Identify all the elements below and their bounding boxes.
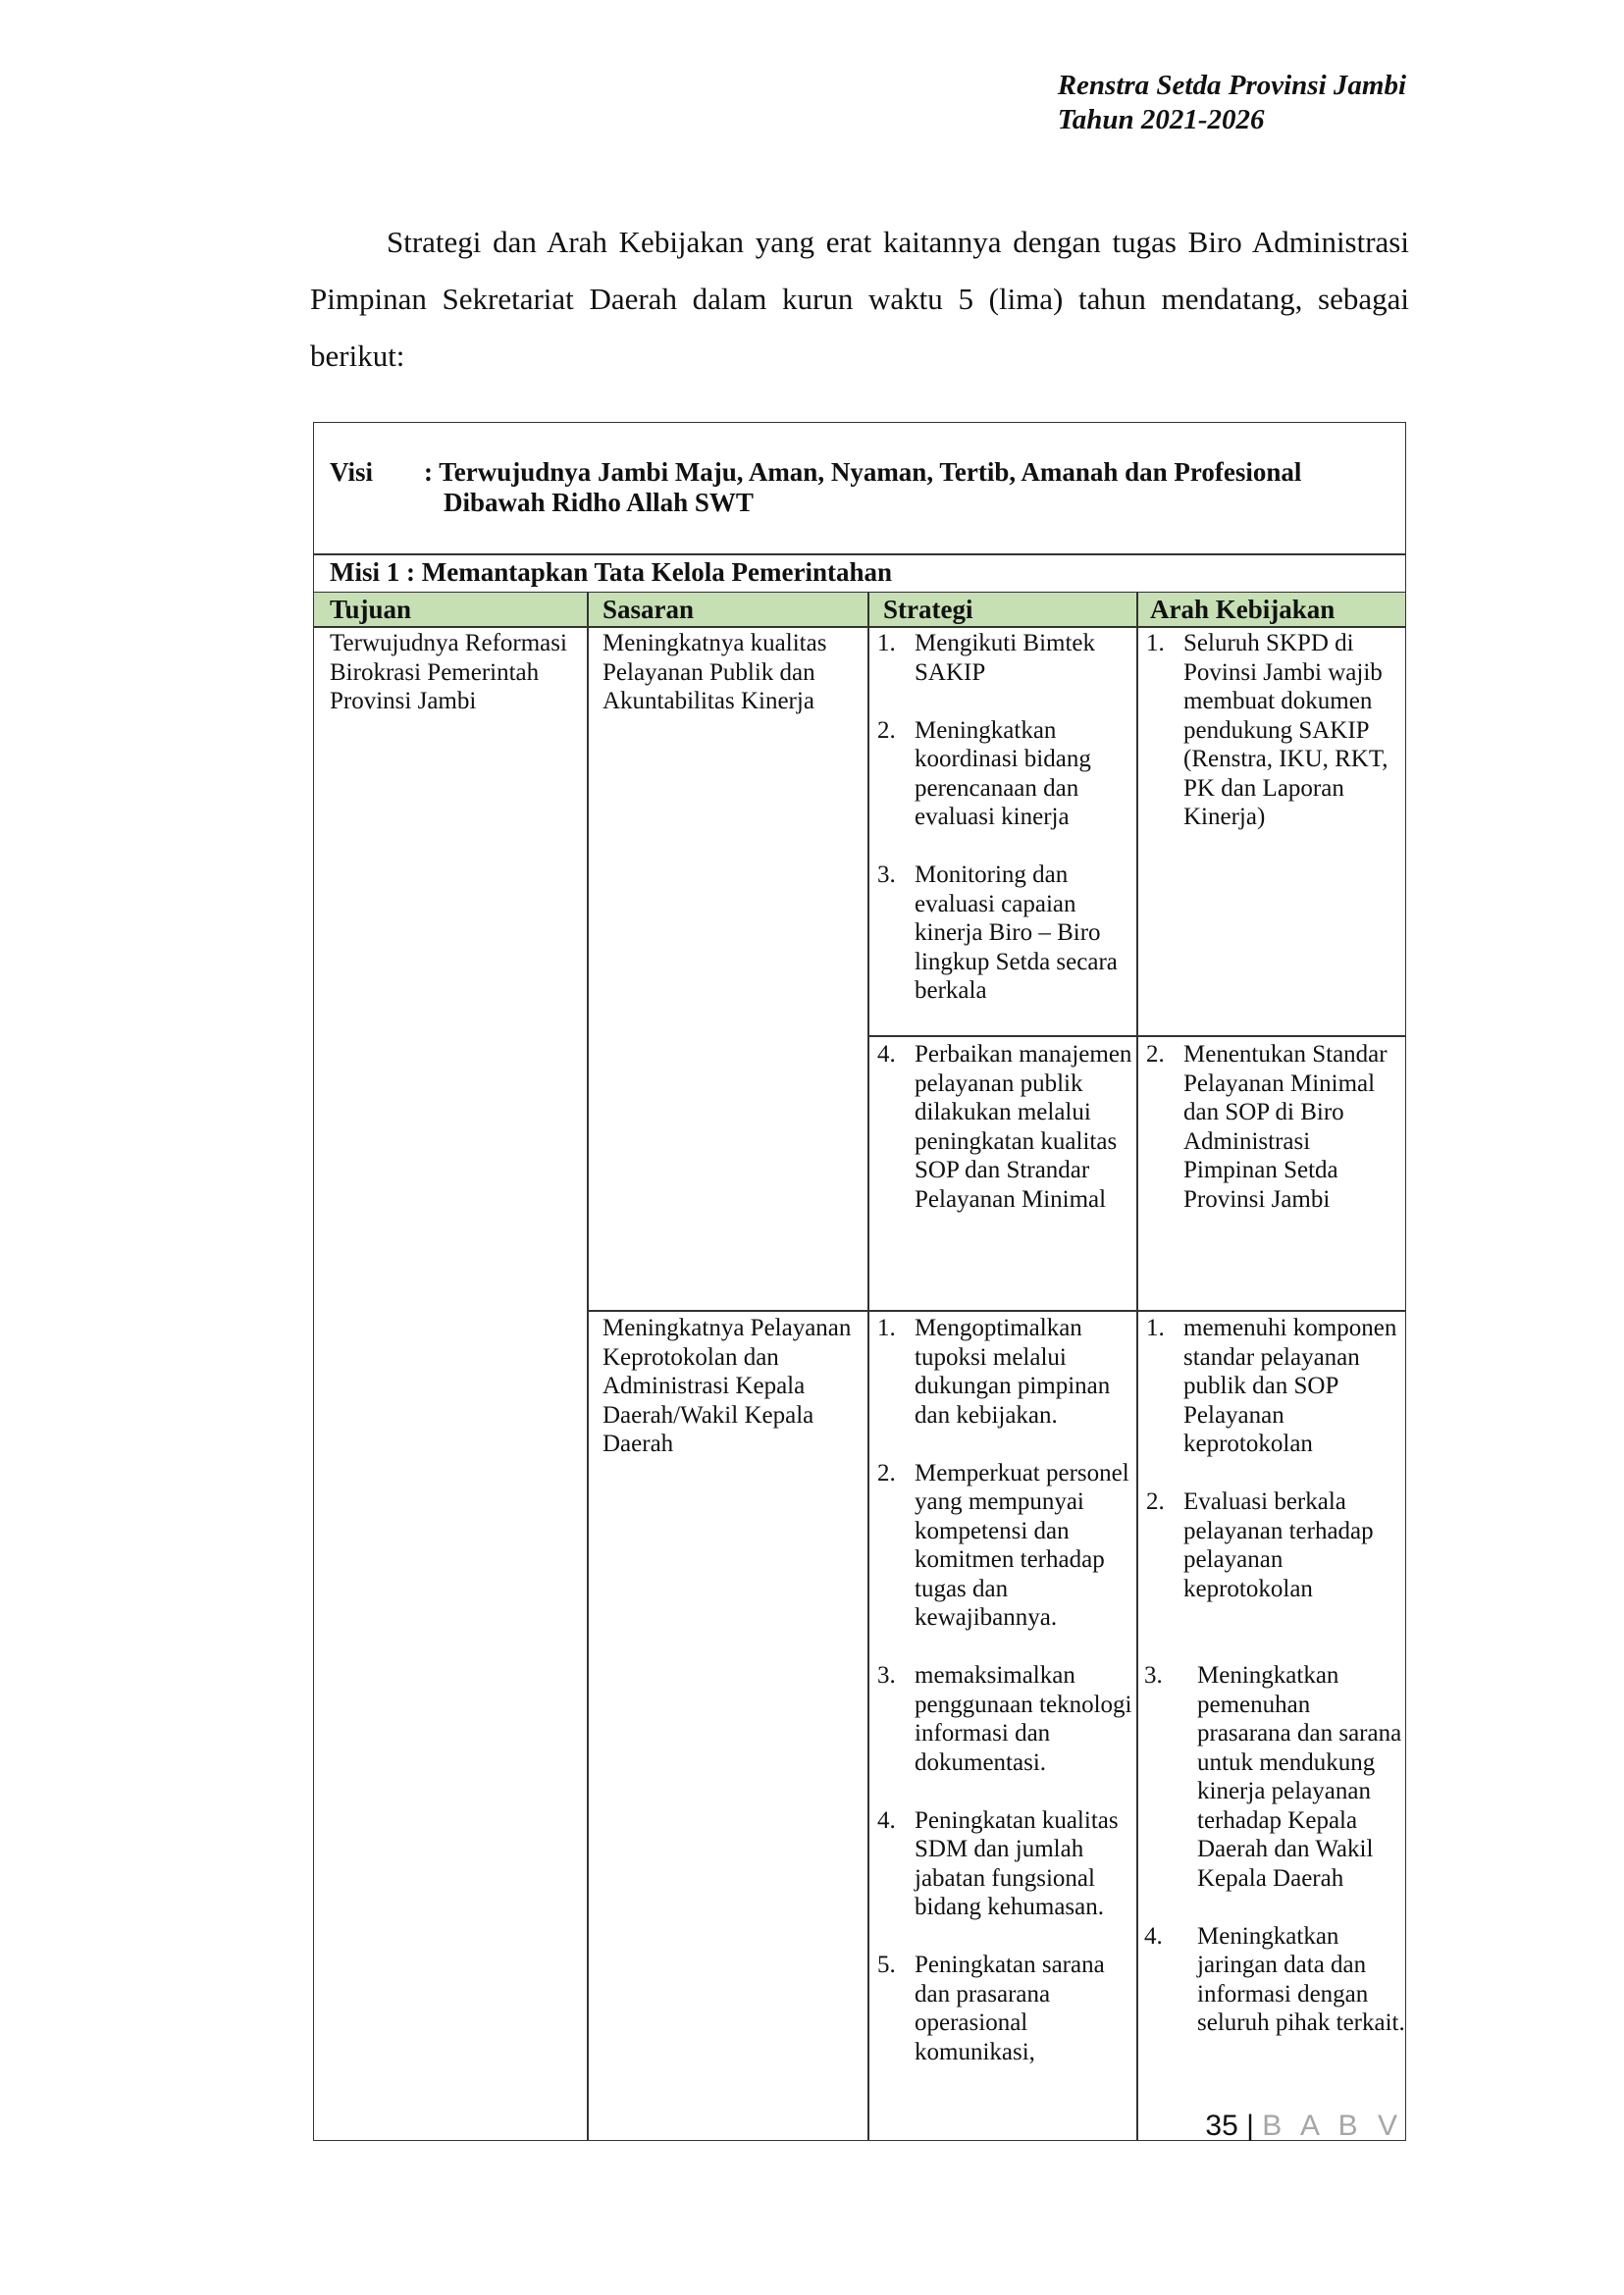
list-text: Meningkatkan koordinasi bidang perencanaan dan evaluasi kinerja (915, 716, 1091, 830)
list-number: 4. (877, 1041, 896, 1068)
chapter-label: B A B V (1262, 2110, 1403, 2142)
strategi-list-3 (869, 1314, 1136, 2096)
list-item (869, 1459, 1136, 1633)
list-text: Peningkatan sarana dan prasarana operasional komunikasi, (915, 1952, 1105, 2065)
col-header-arah: Arah Kebijakan (1150, 595, 1336, 624)
running-header (1058, 69, 1406, 137)
arah-list-2 (1138, 1040, 1405, 1243)
list-text: memaksimalkan penggunaan teknologi informasi dan dokumentasi. (915, 1662, 1132, 1776)
col-header-tujuan: Tujuan (330, 595, 412, 624)
intro-text: Strategi dan Arah Kebijakan yang erat kaitannya dengan tugas Biro Administrasi Pimpinan Sekretariat Daerah dalam kurun waktu 5 (lima) tahun mendatang, sebagai berikut: (310, 225, 1409, 373)
list-item (1138, 1922, 1405, 2038)
list-number: 1. (877, 630, 896, 656)
arah-list-3b (1138, 1661, 1405, 2066)
list-text: Menentukan Standar Pelayanan Minimal dan SOP di Biro Administrasi Pimpinan Setda Provinsi Jambi (1183, 1041, 1388, 1213)
sasaran-cell-2: Meningkatnya Pelayanan Keprotokolan dan Administrasi Kepala Daerah/Wakil Kepala Daerah (602, 1315, 852, 1457)
list-item (1138, 1040, 1405, 1214)
list-number: 4. (877, 1806, 896, 1834)
visi-text-1: : Terwujudnya Jambi Maju, Aman, Nyaman, Tertib, Amanah dan Profesional (424, 457, 1302, 487)
list-item (869, 629, 1136, 687)
list-item (869, 716, 1136, 832)
list-number: 5. (877, 1952, 896, 1978)
list-text: Evaluasi berkala pelayanan terhadap pelayanan keprotokolan (1183, 1488, 1374, 1602)
list-item (869, 1040, 1136, 1214)
divider-visi (314, 553, 1405, 555)
footer-separator: | (1246, 2110, 1254, 2142)
sasaran-cell-1: Meningkatnya kualitas Pelayanan Publik dan Akuntabilitas Kinerja (602, 630, 827, 714)
divider-header (314, 626, 1405, 628)
col-divider-1 (587, 592, 589, 2140)
list-item (1138, 1487, 1405, 1603)
list-number: 3. (877, 861, 896, 888)
list-number: 2. (877, 1459, 896, 1487)
list-item (1138, 1314, 1405, 1459)
list-item (1138, 1661, 1405, 1893)
page-number: 35 (1205, 2110, 1238, 2142)
visi-block (330, 457, 1301, 518)
col-header-sasaran: Sasaran (602, 595, 695, 624)
tujuan-cell: Terwujudnya Reformasi Birokrasi Pemerintah Provinsi Jambi (330, 630, 567, 714)
list-text: Monitoring dan evaluasi capaian kinerja Biro – Biro lingkup Setda secara berkala (915, 861, 1118, 1004)
list-text: Perbaikan manajemen pelayanan publik dilakukan melalui peningkatan kualitas SOP dan Strandar Pelayanan Minimal (915, 1041, 1132, 1213)
strategi-list-1 (869, 629, 1136, 1034)
list-item (1138, 629, 1405, 832)
arah-list-3a (1138, 1314, 1405, 1633)
list-item (869, 1661, 1136, 1777)
list-number: 1. (1146, 1315, 1165, 1341)
list-text: Seluruh SKPD di Povinsi Jambi wajib membuat dokumen pendukung SAKIP (Renstra, IKU, RKT, PK dan Laporan Kinerja) (1183, 630, 1388, 830)
visi-text-2: Dibawah Ridho Allah SWT (444, 488, 754, 517)
intro-paragraph (310, 214, 1409, 385)
page-footer (1205, 2110, 1403, 2143)
header-year: Tahun 2021-2026 (1057, 104, 1265, 135)
list-text: Mengikuti Bimtek SAKIP (915, 630, 1096, 686)
col-header-strategi: Strategi (883, 595, 973, 624)
list-number: 3. (1144, 1662, 1163, 1689)
arah-list-1 (1138, 629, 1405, 861)
list-number: 2. (1146, 1488, 1165, 1515)
list-text: Mengoptimalkan tupoksi melalui dukungan pimpinan dan kebijakan. (915, 1315, 1111, 1429)
row-divider-2 (588, 1310, 1405, 1312)
list-item (869, 861, 1136, 1006)
list-text: Peningkatan kualitas SDM dan jumlah jabatan fungsional bidang kehumasan. (915, 1806, 1119, 1920)
list-text: memenuhi komponen standar pelayanan publik dan SOP Pelayanan keprotokolan (1183, 1315, 1397, 1457)
header-title: Renstra Setda Provinsi Jambi (1057, 70, 1406, 101)
list-item (869, 1951, 1136, 2066)
list-number: 1. (877, 1315, 896, 1341)
list-number: 1. (1146, 630, 1165, 656)
visi-label: Visi (330, 457, 374, 487)
misi-title: Misi 1 : Memantapkan Tata Kelola Pemerintahan (330, 557, 892, 587)
list-number: 2. (1146, 1041, 1165, 1068)
strategi-list-2 (869, 1040, 1136, 1243)
list-item (869, 1806, 1136, 1922)
list-number: 3. (877, 1662, 896, 1689)
list-item (869, 1314, 1136, 1430)
list-text: Memperkuat personel yang mempunyai kompetensi dan komitmen terhadap tugas dan kewajibannya. (915, 1459, 1129, 1631)
row-divider-1 (868, 1035, 1405, 1037)
list-text: Meningkatkan pemenuhan prasarana dan sarana untuk mendukung kinerja pelayanan terhadap Kepala Daerah dan Wakil Kepala Daerah (1197, 1662, 1402, 1892)
list-number: 4. (1144, 1922, 1163, 1950)
list-number: 2. (877, 716, 896, 744)
list-text: Meningkatkan jaringan data dan informasi dengan seluruh pihak terkait. (1197, 1922, 1405, 2036)
